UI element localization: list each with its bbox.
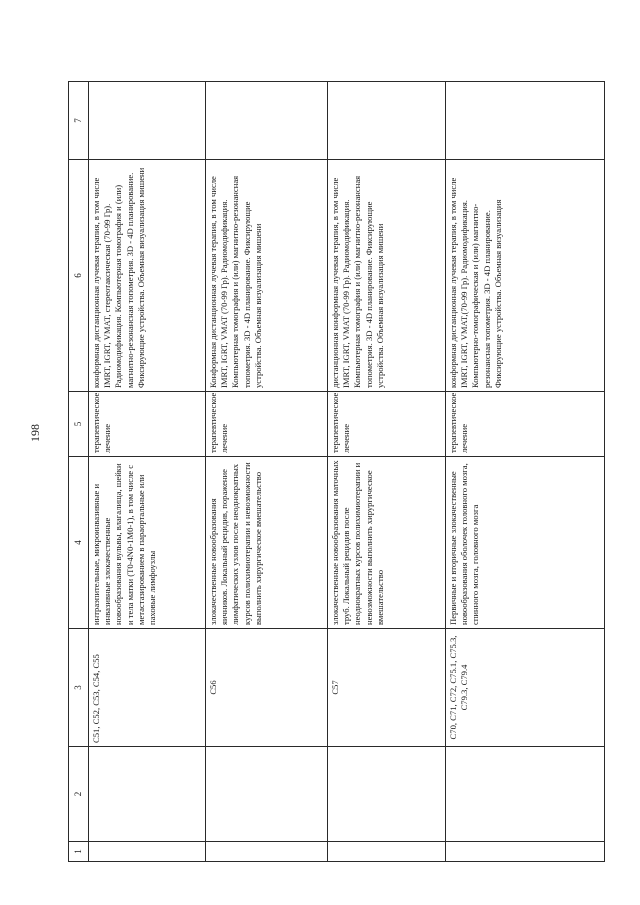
cell-icd-codes: C70, C71, C72, C75.1, C75.3, C79.3, C79.4 [446, 629, 605, 747]
cell-diagnosis: злокачественные новообразования яичников. Локальный рецидив, поражение лимфатических узлов после неоднократных курсов полихимиотерапии и невозможности выполнить хирургическое вмешательство [206, 457, 328, 629]
cell-diagnosis: Первичные и вторичные злокачественные новообразования оболочек головного мозга, спинного мозга, головного мозга [446, 457, 605, 629]
page-number: 198 [28, 424, 42, 442]
column-header: 6 [69, 160, 89, 392]
rotated-table-container [68, 82, 605, 862]
table-row [328, 82, 446, 862]
column-header: 7 [69, 82, 89, 160]
cell-treatment-type: терапевтическое лечение [206, 392, 328, 457]
cell-method: дистанционная конформная лучевая терапия, в том числе IMRT, IGRT, VMAT (70-99 Гр). Радиомодификация. Компьютерная томография и (или) магнитно-резонансная топометрия. 3D - 4D планирование. Фиксирующие устройства. Объемная визуализация мишени [328, 160, 446, 392]
cell-col2 [206, 747, 328, 842]
cell-treatment-type: терапевтическое лечение [328, 392, 446, 457]
cell-col1 [206, 842, 328, 862]
column-header: 1 [69, 842, 89, 862]
cell-icd-codes: C57 [328, 629, 446, 747]
column-header: 5 [69, 392, 89, 457]
cell-treatment-type: терапевтическое лечение [89, 392, 206, 457]
cell-col1 [328, 842, 446, 862]
cell-col7 [89, 82, 206, 160]
cell-icd-codes: C51, C52, C53, C54, C55 [89, 629, 206, 747]
cell-treatment-type: терапевтическое лечение [446, 392, 605, 457]
column-header: 2 [69, 747, 89, 842]
table-row [446, 82, 605, 862]
table-row [206, 82, 328, 862]
cell-col1 [89, 842, 206, 862]
column-header: 3 [69, 629, 89, 747]
column-header: 4 [69, 457, 89, 629]
cell-method: конформная дистанционная лучевая терапия, в том числе IMRT, IGRT, VMAT,(70-99 Гр). Радиомодификация. Компьютерно-томографическая и (или) магнитно-резонансная топометрия. 3D - 4D планирование. Фиксирующие устройства. Объемная визуализация [446, 160, 605, 392]
cell-col2 [89, 747, 206, 842]
cell-col2 [328, 747, 446, 842]
table-header-row [69, 82, 89, 862]
cell-col7 [328, 82, 446, 160]
treatment-table [68, 81, 605, 862]
cell-method: Конформная дистанционная лучевая терапия, в том числе IMRT, IGRT, VMAT (70-99 Гр). Радиомодификация. Компьютерная томография и (или) магнитно-резонансная топометрия. 3D - 4D планирование. Фиксирующие устройства. Объемная визуализация мишени [206, 160, 328, 392]
cell-icd-codes: C56 [206, 629, 328, 747]
cell-method: конформная дистанционная лучевая терапия, в том числе IMRT, IGRT, VMAT, стереотаксическая (70-99 Гр). Радиомодификация. Компьютерная томография и (или) магнитно-резонансная топометрия. 3D - 4D планирование. Фиксирующие устройства. Объемная визуализация мишени [89, 160, 206, 392]
cell-col7 [206, 82, 328, 160]
cell-col7 [446, 82, 605, 160]
cell-diagnosis: злокачественные новообразования маточных труб. Локальный рецидив после неоднократных курсов полихимиотерапии и невозможности выполнить хирургическое вмешательство [328, 457, 446, 629]
table-row [89, 82, 206, 862]
cell-col2 [446, 747, 605, 842]
cell-diagnosis: интраэпительные, микроинвазивные и инвазивные злокачественные новообразования вульвы, влагалища, шейки и тела матки (T0-4N0-1M0-1), в том числе с метастазированием в параортальные или паховые лимфоузлы [89, 457, 206, 629]
cell-col1 [446, 842, 605, 862]
